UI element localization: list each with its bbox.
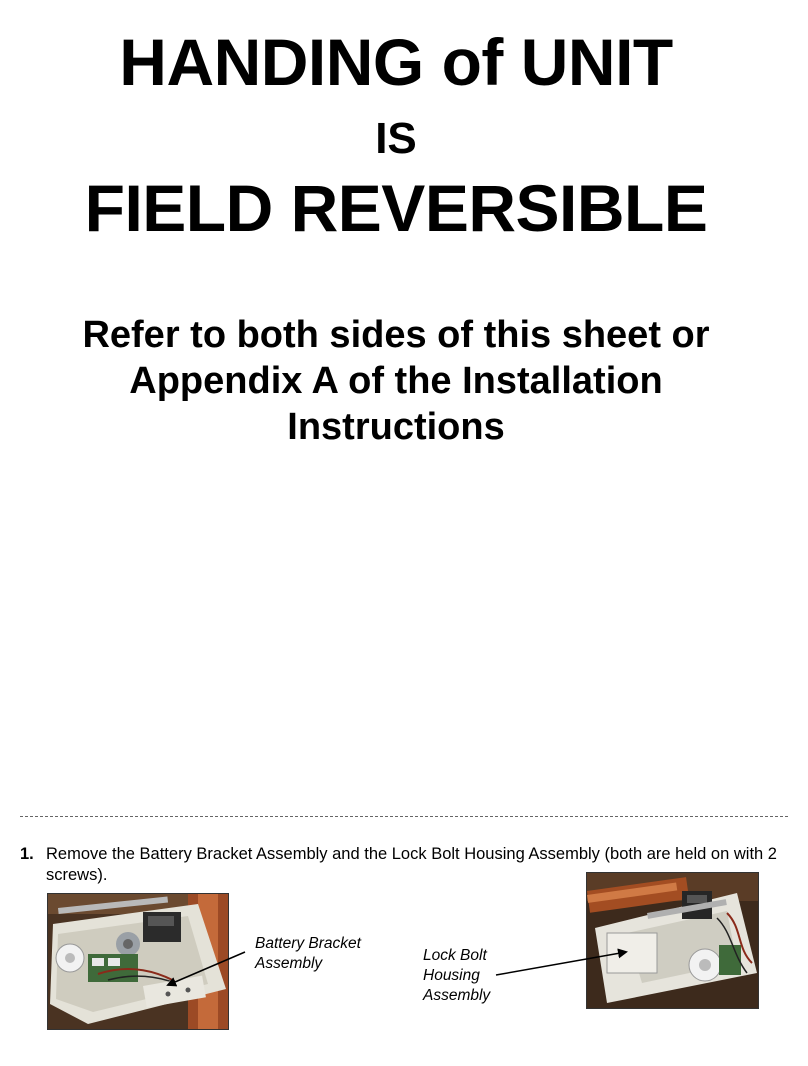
heading-line-1: HANDING of UNIT [119,25,673,99]
heading-line-3: FIELD REVERSIBLE [84,171,708,245]
instruction-step-1 [20,844,800,884]
battery-bracket-photo-illustration [48,894,228,1029]
refer-note: Refer to both sides of this sheet or Appendix A of the Installation Instructions [82,314,710,448]
lock-bolt-housing-photo [586,872,759,1009]
lock-bolt-housing-callout: Lock Bolt Housing Assembly [423,947,491,1004]
battery-bracket-photo [47,893,229,1030]
step-number: 1. [20,845,34,863]
lock-bolt-housing-photo-illustration [587,873,758,1008]
heading-line-2: IS [375,114,417,163]
step-text: Remove the Battery Bracket Assembly and the Lock Bolt Housing Assembly (both are held on with 2 screws). [46,845,777,884]
dashed-cut-line [20,816,788,817]
battery-bracket-callout: Battery Bracket Assembly [255,935,361,972]
